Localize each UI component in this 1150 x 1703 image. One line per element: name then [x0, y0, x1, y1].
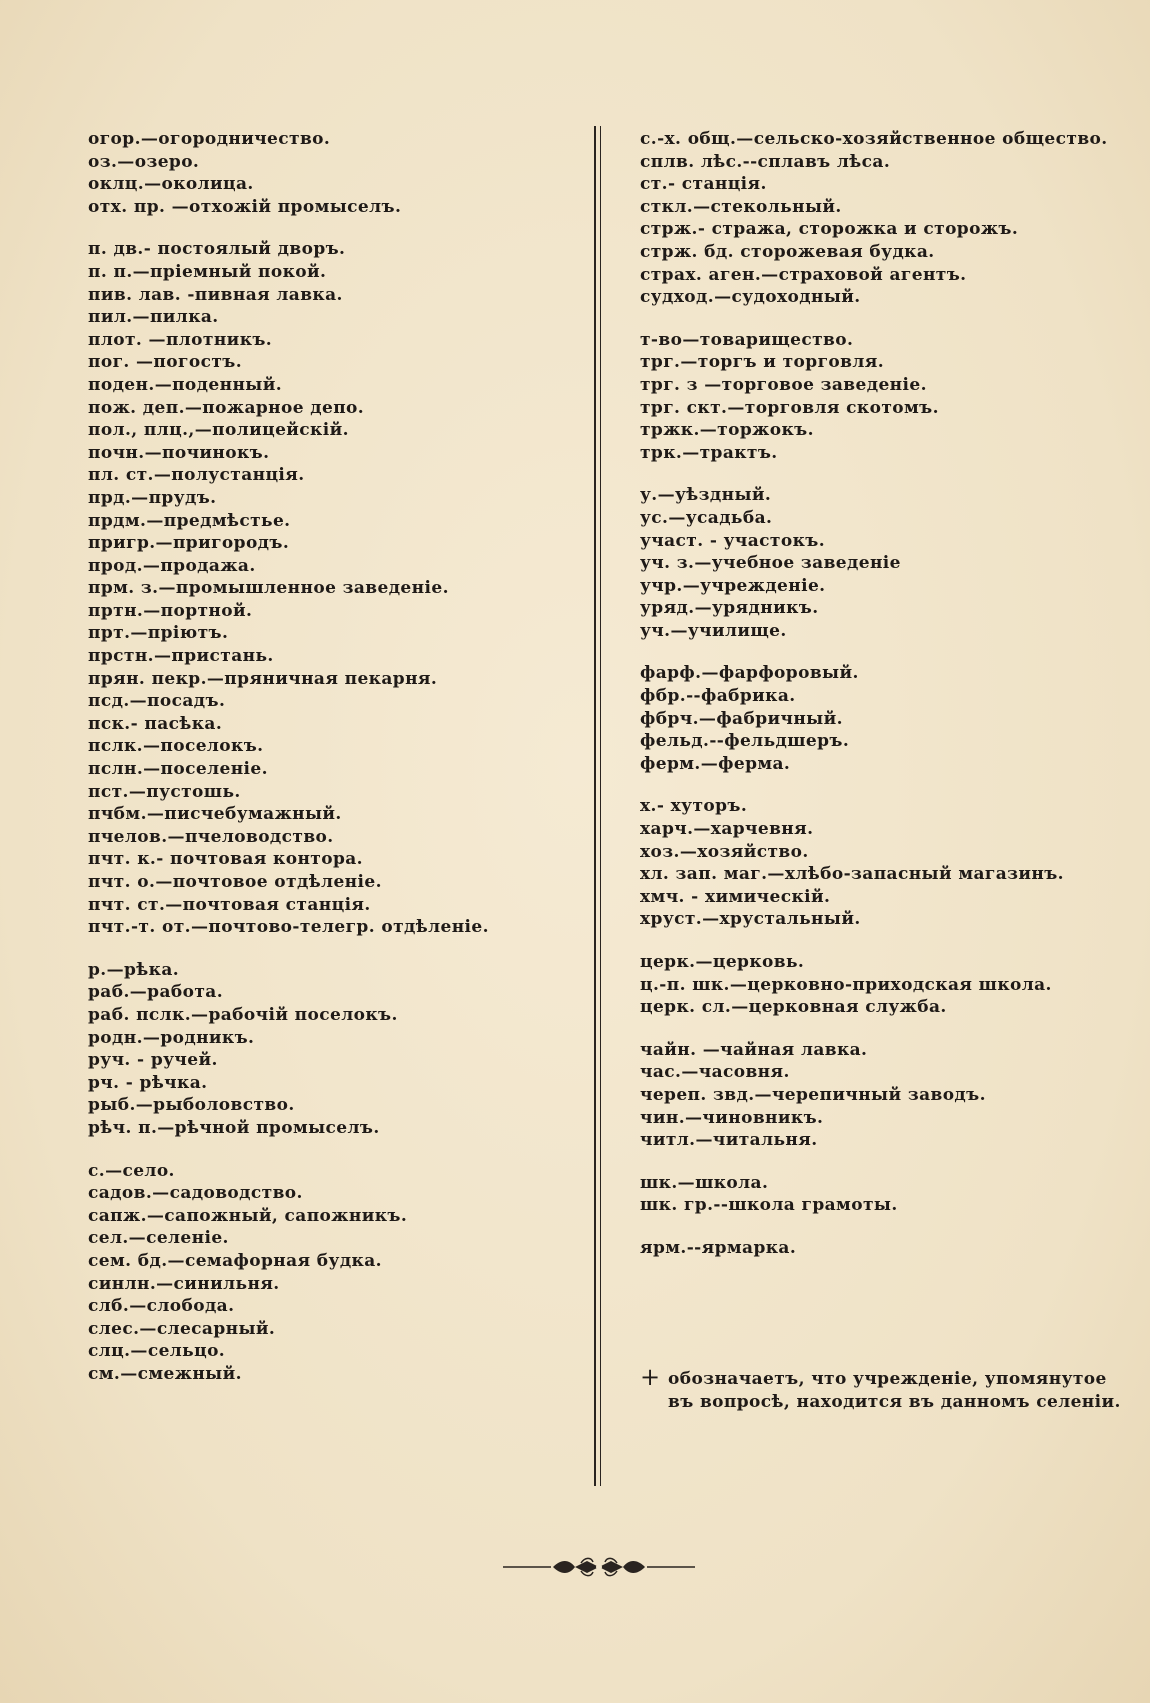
abbreviation-entry: почн.—починокъ. [88, 442, 270, 463]
abbreviation-entry: хоз.—хозяйство. [640, 841, 809, 862]
abbreviation-group [88, 959, 588, 1140]
abbreviation-group [640, 951, 1135, 1019]
abbreviation-entry: чайн. —чайная лавка. [640, 1039, 868, 1060]
abbreviation-entry: церк. сл.—церковная служба. [640, 997, 947, 1018]
abbreviation-entry: с.-х. общ.—сельско-хозяйственное общество. [640, 129, 1108, 149]
abbreviation-entry: пчбм.—писчебумажный. [88, 804, 342, 825]
abbreviation-entry: сткл.—стекольный. [640, 196, 842, 217]
abbreviation-entry: церк.—церковь. [640, 952, 805, 972]
footnote-line-1: обозначаетъ, что учрежденіе, упомянутое [668, 1369, 1107, 1389]
abbreviation-entry: псд.—посадъ. [88, 691, 226, 712]
footnote-line-2: въ вопросѣ, находится въ данномъ селеніи. [668, 1391, 1121, 1412]
abbreviation-entry: ферм.—ферма. [640, 753, 791, 774]
column-divider [594, 126, 601, 1486]
footnote-note [640, 1363, 1135, 1413]
footnote [640, 1363, 1135, 1413]
abbreviation-group [640, 1237, 1135, 1260]
abbreviation-entry: пчт.-т. от.—почтово-телегр. отдѣленіе. [88, 917, 489, 938]
abbreviation-entry: отх. пр. —отхожій промыселъ. [88, 196, 402, 217]
abbreviation-entry: х.- хуторъ. [640, 796, 748, 817]
abbreviation-entry: судход.—судоходный. [640, 287, 861, 308]
abbreviation-entry: шк.—школа. [640, 1172, 769, 1193]
abbreviation-entry: прстн.—пристань. [88, 646, 274, 667]
abbreviation-entry: оз.—озеро. [88, 151, 200, 172]
abbreviation-entry: тржк.—торжокъ. [640, 420, 814, 441]
abbreviations-right-column [640, 128, 1135, 1280]
abbreviation-entry: учр.—учрежденіе. [640, 575, 826, 596]
abbreviation-entry: хруст.—хрустальный. [640, 909, 861, 930]
abbreviation-entry: слес.—слесарный. [88, 1318, 276, 1339]
abbreviation-entry: читл.—читальня. [640, 1130, 818, 1151]
abbreviation-entry: пслн.—поселеніе. [88, 759, 268, 780]
abbreviation-entry: пртн.—портной. [88, 600, 253, 621]
abbreviation-entry: стрж. бд. сторожевая будка. [640, 241, 935, 262]
abbreviation-entry: пчт. к.- почтовая контора. [88, 849, 363, 870]
abbreviation-entry: хмч. - химическій. [640, 886, 831, 907]
abbreviation-entry: пл. ст.—полустанція. [88, 465, 305, 486]
abbreviation-group [640, 1172, 1135, 1217]
abbreviation-group [88, 238, 588, 938]
abbreviation-group [640, 128, 1135, 309]
abbreviation-entry: прт.—пріютъ. [88, 623, 229, 644]
abbreviation-entry: поден.—поденный. [88, 374, 283, 395]
abbreviation-entry: пол., плц.,—полицейскій. [88, 420, 349, 441]
abbreviation-entry: плот. —плотникъ. [88, 329, 273, 350]
abbreviation-entry: череп. звд.—черепичный заводъ. [640, 1084, 986, 1105]
abbreviation-entry: ярм.--ярмарка. [640, 1237, 797, 1258]
abbreviation-entry: трг. скт.—торговля скотомъ. [640, 397, 939, 418]
abbreviation-entry: пог. —погостъ. [88, 352, 243, 373]
abbreviation-entry: сапж.—сапожный, сапожникъ. [88, 1205, 408, 1226]
abbreviation-entry: пчт. ст.—почтовая станція. [88, 894, 371, 915]
abbreviation-entry: рыб.—рыболовство. [88, 1095, 295, 1116]
abbreviation-entry: фельд.--фельдшеръ. [640, 731, 850, 752]
abbreviation-entry: харч.—харчевня. [640, 819, 814, 840]
abbreviation-entry: пчелов.—пчеловодство. [88, 826, 334, 847]
abbreviation-group [88, 128, 588, 218]
abbreviation-entry: фбр.--фабрика. [640, 686, 796, 707]
abbreviation-entry: пил.—пилка. [88, 307, 219, 328]
abbreviation-entry: т-во—товарищество. [640, 329, 854, 350]
abbreviation-entry: уч.—училище. [640, 620, 787, 641]
abbreviation-entry: прод.—продажа. [88, 555, 256, 576]
abbreviation-entry: ц.-п. шк.—церковно-приходская школа. [640, 974, 1052, 995]
abbreviation-entry: шк. гр.--школа грамоты. [640, 1195, 898, 1216]
abbreviation-entry: п. дв.- постоялый дворъ. [88, 239, 346, 260]
abbreviation-group [640, 662, 1135, 775]
abbreviation-entry: сел.—селеніе. [88, 1228, 229, 1249]
abbreviation-entry: пож. деп.—пожарное депо. [88, 397, 365, 418]
abbreviation-group [640, 329, 1135, 465]
abbreviation-entry: пск.- пасѣка. [88, 713, 223, 734]
abbreviation-entry: уч. з.—учебное заведеніе [640, 553, 901, 574]
abbreviation-entry: р.—рѣка. [88, 959, 180, 980]
abbreviation-entry: раб. пслк.—рабочій поселокъ. [88, 1004, 398, 1025]
abbreviation-entry: садов.—садоводство. [88, 1183, 303, 1204]
abbreviation-entry: ст.- станція. [640, 174, 767, 195]
abbreviation-entry: уряд.—урядникъ. [640, 598, 819, 619]
abbreviation-entry: трк.—трактъ. [640, 442, 778, 463]
abbreviation-entry: руч. - ручей. [88, 1050, 218, 1071]
abbreviation-entry: оклц.—околица. [88, 174, 254, 195]
fleuron-ornament [503, 1555, 695, 1579]
abbreviation-entry: чин.—чиновникъ. [640, 1107, 824, 1128]
abbreviation-entry: пслк.—поселокъ. [88, 736, 264, 757]
abbreviation-entry: стрж.- стража, сторожка и сторожъ. [640, 219, 1019, 240]
abbreviation-entry: огор.—огородничество. [88, 129, 331, 149]
abbreviation-entry: синлн.—синильня. [88, 1273, 280, 1294]
abbreviation-entry: с.—село. [88, 1160, 175, 1181]
abbreviation-group [640, 1039, 1135, 1152]
abbreviations-left-column [88, 128, 588, 1405]
abbreviation-entry: трг.—торгъ и торговля. [640, 352, 885, 373]
plus-mark: + [640, 1363, 661, 1391]
abbreviation-entry: прян. пекр.—пряничная пекарня. [88, 668, 438, 689]
abbreviation-entry: слб.—слобода. [88, 1296, 235, 1317]
abbreviation-entry: сплв. лѣс.--сплавъ лѣса. [640, 151, 891, 172]
abbreviation-entry: пив. лав. -пивная лавка. [88, 284, 343, 305]
abbreviation-entry: хл. зап. маг.—хлѣбо-запасный магазинъ. [640, 864, 1064, 885]
abbreviation-entry: см.—смежный. [88, 1363, 242, 1384]
abbreviation-entry: рч. - рѣчка. [88, 1072, 208, 1093]
abbreviation-entry: рѣч. п.—рѣчной промыселъ. [88, 1117, 380, 1138]
abbreviation-entry: прдм.—предмѣстье. [88, 510, 291, 531]
abbreviation-entry: сем. бд.—семафорная будка. [88, 1250, 382, 1271]
abbreviation-group [640, 795, 1135, 931]
abbreviation-entry: слц.—сельцо. [88, 1341, 226, 1362]
abbreviation-entry: пчт. о.—почтовое отдѣленіе. [88, 872, 382, 892]
abbreviation-entry: участ. - участокъ. [640, 530, 826, 551]
abbreviation-group [640, 484, 1135, 642]
abbreviation-group [88, 1160, 588, 1386]
abbreviation-entry: у.—уѣздный. [640, 485, 772, 506]
abbreviation-entry: фарф.—фарфоровый. [640, 663, 859, 684]
abbreviation-entry: раб.—работа. [88, 982, 224, 1003]
abbreviation-entry: ус.—усадьба. [640, 507, 773, 528]
abbreviation-entry: фбрч.—фабричный. [640, 708, 843, 729]
abbreviation-entry: прд.—прудъ. [88, 487, 217, 508]
abbreviation-entry: страх. аген.—страховой агентъ. [640, 264, 967, 285]
abbreviation-entry: трг. з —торговое заведеніе. [640, 374, 927, 395]
abbreviation-entry: час.—часовня. [640, 1062, 790, 1083]
abbreviation-entry: прм. з.—промышленное заведеніе. [88, 578, 449, 599]
abbreviation-entry: п. п.—пріемный покой. [88, 261, 327, 282]
abbreviation-entry: родн.—родникъ. [88, 1027, 255, 1048]
abbreviation-entry: пст.—пустошь. [88, 781, 241, 802]
abbreviation-entry: пригр.—пригородъ. [88, 533, 290, 554]
